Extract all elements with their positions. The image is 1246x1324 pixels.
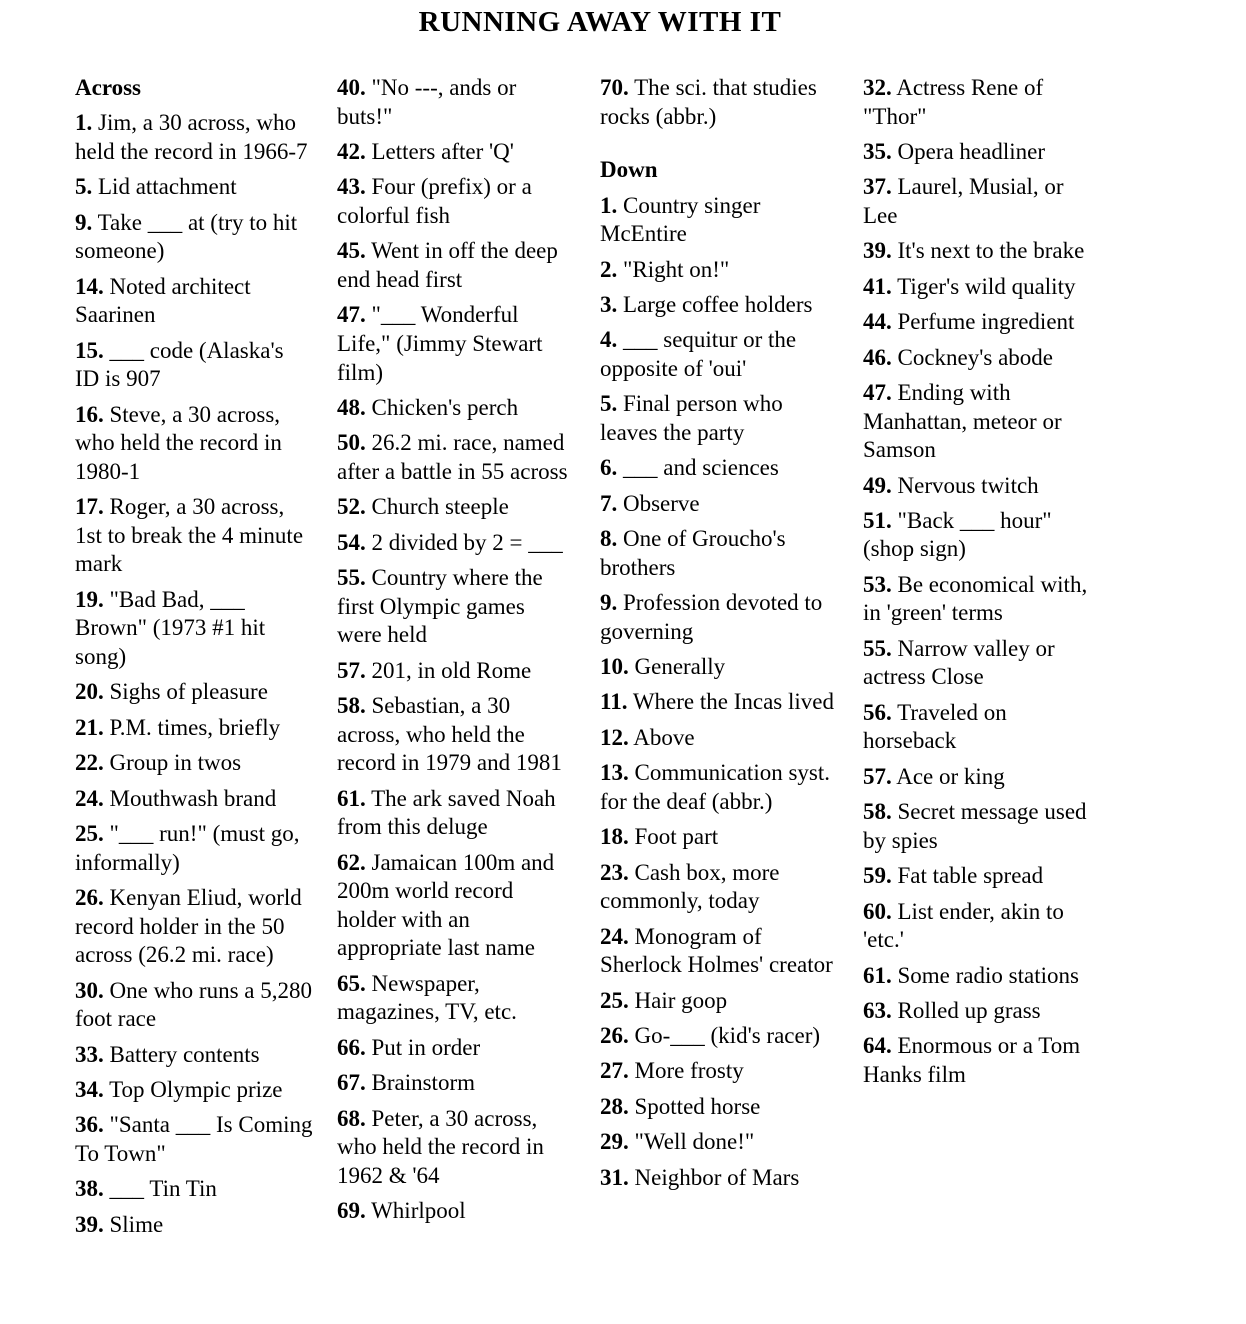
clue-item xyxy=(75,714,313,743)
clue-text: Brainstorm xyxy=(371,1070,475,1096)
clue-item xyxy=(75,273,313,330)
clue-text: 26.2 mi. race, named after a battle in 55 across xyxy=(337,430,568,484)
clue-number: 66. xyxy=(337,1034,366,1060)
clue-number: 63. xyxy=(863,997,892,1023)
clue-text: Sebastian, a 30 across, who held the record in 1979 and 1981 xyxy=(337,693,562,776)
clue-text: "Back ___ hour" (shop sign) xyxy=(863,507,1052,562)
clue-item xyxy=(600,1057,838,1086)
clue-item xyxy=(75,977,313,1034)
clue-item xyxy=(863,507,1101,564)
section-heading-down: Down xyxy=(600,157,658,183)
clue-column-3 xyxy=(600,74,838,1199)
clue-number: 55. xyxy=(863,635,892,661)
clue-item xyxy=(337,785,575,842)
clue-item xyxy=(75,401,313,487)
clue-text: Mouthwash brand xyxy=(109,785,277,811)
clue-item xyxy=(75,678,313,707)
clue-number: 23. xyxy=(600,859,629,885)
clue-item xyxy=(600,256,838,285)
clue-item xyxy=(863,237,1101,266)
clue-item xyxy=(337,564,575,650)
clue-number: 17. xyxy=(75,494,104,520)
clue-item xyxy=(863,635,1101,692)
clue-item xyxy=(337,394,575,423)
clue-text: Narrow valley or actress Close xyxy=(863,635,1055,690)
clue-text: Roger, a 30 across, 1st to break the 4 minute mark xyxy=(75,494,304,577)
clue-item xyxy=(600,823,838,852)
clue-text: Fat table spread xyxy=(897,863,1044,889)
clue-text: Go-___ (kid's racer) xyxy=(634,1022,821,1048)
clue-text: Went in off the deep end head first xyxy=(337,238,558,292)
clue-text: Foot part xyxy=(634,824,719,850)
clue-text: Jamaican 100m and 200m world record holder with an appropriate last name xyxy=(337,849,555,961)
clue-number: 26. xyxy=(75,885,104,910)
clue-text: Some radio stations xyxy=(897,962,1079,988)
clue-item xyxy=(337,74,575,131)
clue-item xyxy=(75,337,313,394)
clue-text: "Bad Bad, ___ Brown" (1973 #1 hit song) xyxy=(75,586,266,670)
clue-text: 2 divided by 2 = ___ xyxy=(371,529,563,555)
clue-text: "No ---, ands or buts!" xyxy=(337,75,517,129)
clue-item xyxy=(863,344,1101,373)
clue-number: 68. xyxy=(337,1105,366,1131)
clue-number: 45. xyxy=(337,238,366,264)
clue-number: 10. xyxy=(600,654,629,680)
clue-number: 1. xyxy=(75,110,93,136)
clue-text: Letters after 'Q' xyxy=(371,138,514,164)
clue-text: Be economical with, in 'green' terms xyxy=(863,571,1088,626)
clue-number: 13. xyxy=(600,760,629,786)
clue-text: Rolled up grass xyxy=(897,997,1041,1023)
clue-item xyxy=(600,688,838,717)
clue-item xyxy=(863,862,1101,891)
clue-text: Noted architect Saarinen xyxy=(75,273,251,328)
clue-number: 24. xyxy=(75,785,104,811)
clue-number: 5. xyxy=(600,391,618,417)
clue-number: 28. xyxy=(600,1093,629,1119)
clue-item xyxy=(863,962,1101,991)
clue-text: Profession devoted to governing xyxy=(600,590,823,644)
clue-number: 18. xyxy=(600,824,629,850)
clue-number: 70. xyxy=(600,75,629,100)
clue-number: 44. xyxy=(863,309,892,335)
clue-item xyxy=(600,724,838,753)
clue-item xyxy=(337,301,575,387)
puzzle-title: RUNNING AWAY WITH IT xyxy=(418,6,782,38)
clue-number: 69. xyxy=(337,1198,366,1224)
clue-text: "Santa ___ Is Coming To Town" xyxy=(75,1112,313,1166)
clue-number: 32. xyxy=(863,75,892,100)
clue-item xyxy=(863,138,1101,167)
clue-text: Above xyxy=(633,724,695,750)
clue-item xyxy=(600,859,838,916)
clue-item xyxy=(75,785,313,814)
clue-item xyxy=(75,209,313,266)
clue-text: P.M. times, briefly xyxy=(109,714,281,740)
clue-item xyxy=(337,529,575,558)
section-heading-across: Across xyxy=(75,75,142,100)
clue-text: Church steeple xyxy=(371,494,509,520)
clue-column-2 xyxy=(337,74,575,1233)
clue-item xyxy=(600,589,838,646)
clue-text: "___ run!" (must go, informally) xyxy=(75,821,300,875)
clue-text: Steve, a 30 across, who held the record in 1980-1 xyxy=(75,401,282,484)
clue-text: Cockney's abode xyxy=(897,344,1054,370)
clue-number: 64. xyxy=(863,1033,892,1059)
clue-item xyxy=(600,1128,838,1157)
clue-number: 24. xyxy=(600,923,629,949)
clue-text: Actress Rene of "Thor" xyxy=(863,75,1044,129)
clue-text: "___ Wonderful Life," (Jimmy Stewart film) xyxy=(337,302,543,385)
clue-text: "Well done!" xyxy=(634,1129,755,1155)
clue-text: Secret message used by spies xyxy=(863,799,1087,853)
clue-item xyxy=(600,192,838,249)
clue-number: 25. xyxy=(75,821,104,847)
clue-number: 47. xyxy=(337,302,366,328)
clue-text: List ender, akin to 'etc.' xyxy=(863,898,1064,953)
clue-item xyxy=(337,1105,575,1191)
clue-number: 60. xyxy=(863,898,892,924)
clue-number: 38. xyxy=(75,1176,104,1202)
clue-item xyxy=(600,1164,838,1193)
clue-text: Peter, a 30 across, who held the record in 1962 & '64 xyxy=(337,1105,544,1188)
clue-text: Lid attachment xyxy=(98,174,237,200)
clue-number: 56. xyxy=(863,699,892,725)
clue-item xyxy=(75,1211,313,1240)
clue-item xyxy=(337,1197,575,1226)
clue-number: 36. xyxy=(75,1112,104,1138)
clue-text: Slime xyxy=(109,1211,164,1237)
clue-text: Group in twos xyxy=(109,750,242,776)
clue-number: 57. xyxy=(337,657,366,683)
clue-text: Kenyan Eliud, world record holder in the 50 across (26.2 mi. race) xyxy=(75,885,302,968)
clue-number: 41. xyxy=(863,273,892,299)
clue-text: Ending with Manhattan, meteor or Samson xyxy=(863,379,1062,463)
clue-number: 20. xyxy=(75,679,104,705)
clue-number: 58. xyxy=(337,693,366,719)
clue-number: 53. xyxy=(863,571,892,597)
clue-item xyxy=(863,898,1101,955)
clue-item xyxy=(600,1093,838,1122)
clue-number: 65. xyxy=(337,970,366,996)
clue-number: 8. xyxy=(600,526,618,552)
clue-item xyxy=(75,820,313,877)
clue-text: Whirlpool xyxy=(371,1198,466,1224)
clue-item xyxy=(863,699,1101,756)
clue-number: 55. xyxy=(337,565,366,591)
clue-text: Large coffee holders xyxy=(623,291,813,317)
clue-item xyxy=(337,692,575,778)
clue-text: One of Groucho's brothers xyxy=(600,526,786,580)
clue-item xyxy=(337,849,575,963)
clue-number: 40. xyxy=(337,75,366,100)
clue-text: Cash box, more commonly, today xyxy=(600,859,780,914)
clue-number: 1. xyxy=(600,192,618,218)
clue-item xyxy=(863,472,1101,501)
clue-number: 26. xyxy=(600,1022,629,1048)
clue-text: It's next to the brake xyxy=(897,238,1085,264)
clue-item xyxy=(863,571,1101,628)
clue-text: ___ code (Alaska's ID is 907 xyxy=(75,337,284,392)
clue-item xyxy=(863,379,1101,465)
clue-item xyxy=(600,74,838,131)
clue-number: 61. xyxy=(337,785,366,811)
clue-number: 59. xyxy=(863,863,892,889)
clue-item xyxy=(75,1041,313,1070)
clue-item xyxy=(75,173,313,202)
clue-text: Monogram of Sherlock Holmes' creator xyxy=(600,923,833,978)
clue-number: 43. xyxy=(337,174,366,200)
clue-text: One who runs a 5,280 foot race xyxy=(75,977,312,1032)
clue-text: Country singer McEntire xyxy=(600,192,761,247)
clue-item xyxy=(863,1032,1101,1089)
clue-item xyxy=(337,1069,575,1098)
clue-number: 31. xyxy=(600,1164,629,1190)
clue-item xyxy=(75,109,313,166)
clue-item xyxy=(600,291,838,320)
clue-number: 47. xyxy=(863,379,892,405)
clue-number: 6. xyxy=(600,455,618,481)
clue-text: Where the Incas lived xyxy=(632,689,834,715)
clue-item xyxy=(863,997,1101,1026)
clue-number: 39. xyxy=(863,238,892,264)
clue-text: 201, in old Rome xyxy=(371,657,532,683)
clue-number: 35. xyxy=(863,138,892,164)
clue-number: 50. xyxy=(337,430,366,456)
clue-item xyxy=(337,493,575,522)
clue-number: 3. xyxy=(600,291,618,317)
clue-number: 15. xyxy=(75,337,104,363)
clue-number: 39. xyxy=(75,1211,104,1237)
clue-text: Neighbor of Mars xyxy=(634,1164,800,1190)
clue-text: Battery contents xyxy=(109,1041,260,1067)
clue-number: 51. xyxy=(863,507,892,533)
clue-number: 58. xyxy=(863,799,892,825)
clue-item xyxy=(75,493,313,579)
clue-number: 54. xyxy=(337,529,366,555)
clue-item xyxy=(337,237,575,294)
clue-item xyxy=(863,273,1101,302)
clue-item xyxy=(337,657,575,686)
clue-item xyxy=(75,586,313,672)
clue-text: Traveled on horseback xyxy=(863,699,1007,754)
clue-number: 42. xyxy=(337,138,366,164)
clue-text: More frosty xyxy=(634,1058,744,1084)
clue-number: 62. xyxy=(337,849,366,875)
clue-number: 61. xyxy=(863,962,892,988)
clue-item xyxy=(75,1175,313,1204)
clue-item xyxy=(75,1111,313,1168)
clue-number: 67. xyxy=(337,1070,366,1096)
clue-item xyxy=(863,74,1101,131)
clue-number: 14. xyxy=(75,273,104,299)
clue-text: Country where the first Olympic games were held xyxy=(337,565,543,648)
clue-text: The sci. that studies rocks (abbr.) xyxy=(600,75,817,129)
clue-item xyxy=(337,173,575,230)
clue-item xyxy=(337,1034,575,1063)
clue-number: 9. xyxy=(75,209,93,235)
clue-text: Ace or king xyxy=(896,763,1005,789)
clue-number: 27. xyxy=(600,1058,629,1084)
clue-text: Enormous or a Tom Hanks film xyxy=(863,1033,1081,1087)
clue-number: 57. xyxy=(863,763,892,789)
clue-number: 29. xyxy=(600,1129,629,1155)
clue-number: 5. xyxy=(75,174,93,200)
clue-item xyxy=(600,759,838,816)
clue-text: The ark saved Noah from this deluge xyxy=(337,785,556,840)
clue-text: "Right on!" xyxy=(623,256,730,282)
clue-item xyxy=(863,308,1101,337)
clue-item xyxy=(337,429,575,486)
clue-item xyxy=(600,923,838,980)
clue-number: 11. xyxy=(600,689,628,715)
clue-number: 7. xyxy=(600,490,618,516)
clue-number: 21. xyxy=(75,714,104,740)
clue-text: Top Olympic prize xyxy=(109,1076,283,1102)
clue-item xyxy=(863,173,1101,230)
clue-item xyxy=(600,326,838,383)
clue-number: 22. xyxy=(75,750,104,776)
clue-item xyxy=(75,884,313,970)
clue-item xyxy=(337,138,575,167)
clue-text: Final person who leaves the party xyxy=(600,391,783,445)
clue-text: Take ___ at (try to hit someone) xyxy=(75,209,298,264)
clue-text: Generally xyxy=(634,654,726,680)
clue-item xyxy=(600,525,838,582)
clue-number: 49. xyxy=(863,472,892,498)
clue-number: 12. xyxy=(600,724,629,750)
clue-item xyxy=(600,454,838,483)
clue-item xyxy=(600,490,838,519)
clue-item xyxy=(337,970,575,1027)
clue-text: Perfume ingredient xyxy=(897,309,1075,335)
clue-number: 19. xyxy=(75,586,104,612)
clue-number: 4. xyxy=(600,327,618,353)
clue-text: Observe xyxy=(623,490,700,516)
clue-number: 34. xyxy=(75,1076,104,1102)
clue-item xyxy=(600,1022,838,1051)
clue-item xyxy=(75,1076,313,1105)
clue-text: Communication syst. for the deaf (abbr.) xyxy=(600,760,830,814)
clue-text: Put in order xyxy=(371,1034,481,1060)
clue-text: Sighs of pleasure xyxy=(109,679,268,705)
clue-number: 48. xyxy=(337,394,366,420)
clue-number: 52. xyxy=(337,494,366,520)
clue-number: 37. xyxy=(863,174,892,200)
clue-text: Tiger's wild quality xyxy=(897,273,1076,299)
clue-text: Four (prefix) or a colorful fish xyxy=(337,174,532,228)
clue-item xyxy=(600,390,838,447)
clue-text: Nervous twitch xyxy=(897,472,1039,498)
clue-text: Chicken's perch xyxy=(371,394,519,420)
clue-text: Jim, a 30 across, who held the record in 1966-7 xyxy=(75,110,308,164)
clue-item xyxy=(75,749,313,778)
clue-number: 16. xyxy=(75,401,104,427)
clue-number: 46. xyxy=(863,344,892,370)
clue-text: Laurel, Musial, or Lee xyxy=(863,174,1064,228)
clue-number: 2. xyxy=(600,256,618,282)
clue-item xyxy=(863,798,1101,855)
clue-number: 25. xyxy=(600,987,629,1013)
clue-number: 9. xyxy=(600,590,618,616)
clue-text: Spotted horse xyxy=(634,1093,761,1119)
clue-item xyxy=(600,987,838,1016)
clue-item xyxy=(863,763,1101,792)
clue-text: Hair goop xyxy=(634,987,728,1013)
clue-column-1 xyxy=(75,74,313,1246)
clue-text: ___ and sciences xyxy=(623,455,779,481)
clue-text: ___ sequitur or the opposite of 'oui' xyxy=(600,327,797,381)
clue-number: 30. xyxy=(75,977,104,1003)
clue-text: Newspaper, magazines, TV, etc. xyxy=(337,970,517,1025)
clue-text: ___ Tin Tin xyxy=(109,1176,217,1202)
clue-item xyxy=(600,653,838,682)
clue-column-4 xyxy=(863,74,1101,1096)
clue-number: 33. xyxy=(75,1041,104,1067)
clue-text: Opera headliner xyxy=(897,138,1046,164)
